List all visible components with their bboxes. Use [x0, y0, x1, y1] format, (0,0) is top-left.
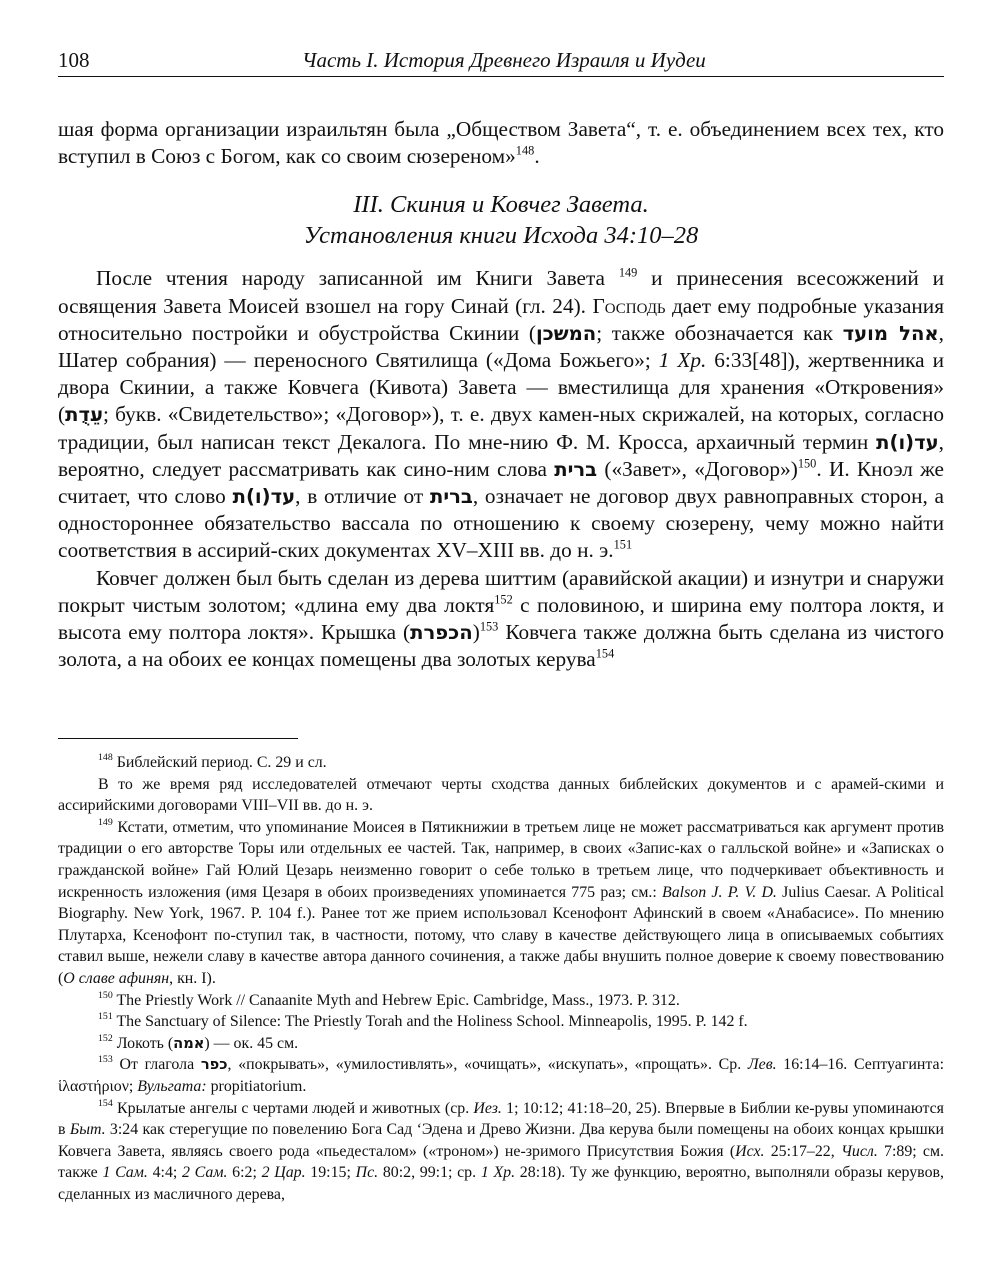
hebrew-term: אמה — [173, 1034, 205, 1052]
hebrew-term: המשכן — [535, 321, 597, 345]
bible-ref: 1 Хр. — [658, 348, 707, 373]
hebrew-term: הכפרת — [410, 621, 473, 645]
hebrew-term: עד(ו)ת — [232, 485, 296, 509]
paragraph: После чтения народу записанной им Книги Завета $^{149}$ и принесения всесожжений и освящения Завета Моисей взошел на гору Синай (гл. 24). Господь дает ему подробные указания относительно постройки и обустройства Скинии (המשכן; также обозначается как אהל מועד, Шатер собрания) — переносного Святилища («Дома Божьего»; 1 Хр. 6:33[48]), жертвенника и двора Скинии, а также Ковчега (Кивота) Завета — вместилища для хранения «Откровения» (עֵדֻת; букв. «Свидетельство»; «Договор»), т. е. двух камен-ных скрижалей, на которых, согласно традиции, был написан текст Декалога. По мне-нию Ф. М. Кросса, архаичный термин עד(ו)ת, вероятно, следует рассматривать как сино-ним слова ברית («Завет», «Договор»)$^{150}$. И. Кноэл же считает, что слово עד(ו)ת, в отличие от ברית, означает не договор двух равноправных сторон, а одностороннее обязательство вассала по отношению к своему сюзерену, чему можно найти соответствия в ассирий-ских документах XV–XIII вв. до н. э.$^{151}$ — [58, 265, 945, 563]
section-heading — [58, 189, 944, 251]
footnote-148-continuation: В то же время ряд исследователей отмечают черты сходства данных библейских документов и с арамей-скими и ассирийскими договорами VIII–VII вв. до н. э. — [58, 775, 944, 815]
footnote-ref[interactable]: 148 — [515, 143, 535, 158]
hebrew-term: ברית — [429, 485, 473, 509]
hebrew-term: כפר — [200, 1056, 228, 1074]
footnotes — [58, 752, 944, 1205]
footnote-150: $^{150}$ The Priestly Work // Canaanite Myth and Hebrew Epic. Cambridge, Mass., 1973. P. 312. — [98, 989, 680, 1009]
footnote-ref[interactable]: 152 — [494, 592, 513, 607]
footnote-153: $^{153}$ От глагола כפר, «покрывать», «умилостивлять», «очищать», «искупать», «прощать». Ср. Лев. 16:14–16. Септуагинта: ἱλαστήριον; Вульгата: propitiatorium. — [58, 1054, 944, 1095]
footnote-ref[interactable]: 151 — [613, 537, 633, 552]
footnote-149: $^{149}$ Кстати, отметим, что упоминание Моисея в Пятикнижии в третьем лице не может рассматриваться как аргумент против традиции о его авторстве Торы или отдельных ее частей. Так, например, в своих «Запис-ках о галльской войне» и «Записках о гражданской войне» Гай Юлий Цезарь неизменно говорит о себе только в третьем лице, что подчеркивает объективность и искренность изложения (имя Цезаря в обоих произведениях упоминается 775 раз; см.: Balson J. P. V. D. Julius Caesar. A Political Biography. New York, 1967. P. 104 f.). Ранее тот же прием использовал Ксенофонт Афинский в своем «Анабасисе». По мнению Плутарха, Ксенофонт по-ступил так, в частности, потому, что славу в качестве действующего лица в описываемых событиях ставил выше, нежели славу в качестве автора данного сочинения, а также дабы внушить полное доверие к своему повествованию (О славе афинян, кн. I). — [58, 816, 945, 987]
paragraph-continued: шая форма организации израильтян была „Обществом Завета“, т. е. объединением всех тех, кто вступил в Союз с Богом, как со своим сюзереном»$^{148}$. — [58, 117, 944, 169]
hebrew-term: עד(ו)ת — [876, 430, 939, 454]
main-text — [58, 116, 944, 673]
paragraph: Ковчег должен был быть сделан из дерева шиттим (аравийской акации) и изнутри и снаружи покрыт чистым золотом; «длина ему два локтя$^{152}$ с половиною, и ширина ему полтора локтя, и высота ему полтора локтя». Крышка (הכפרת)$^{153}$ Ковчега также должна быть сделана из чистого золота, а на обоих ее концах помещены два золотых керува$^{154}$ — [58, 565, 944, 672]
footnote-ref[interactable]: 149 — [618, 265, 638, 280]
footnote-151: $^{151}$ The Sanctuary of Silence: The Priestly Torah and the Holiness School. Minneapolis, 1995. P. 142 f. — [98, 1011, 748, 1031]
footnote-ref[interactable]: 154 — [595, 646, 615, 661]
footnote-ref[interactable]: 153 — [479, 619, 499, 634]
hebrew-term: עֵדֻת — [65, 403, 103, 427]
footnote-148: $^{148}$ Библейский период. С. 29 и сл. — [98, 752, 327, 771]
hebrew-term: אהל מועד — [842, 321, 939, 345]
running-header — [58, 44, 944, 77]
section-heading-line1: III. Скиния и Ковчег Завета. — [353, 191, 649, 219]
footnote-separator — [58, 738, 298, 739]
page-number: 108 — [58, 48, 90, 72]
footnote-ref[interactable]: 150 — [797, 456, 817, 471]
footnote-152: $^{152}$ Локоть (אמה) — ок. 45 см. — [98, 1032, 299, 1052]
footnote-154: $^{154}$ Крылатые ангелы с чертами людей и животных (ср. Иез. 1; 10:12; 41:18–20, 25). Впервые в Библии ке-рувы упоминаются в Быт. 3:24 как стерегущие по повелению Бога Сад ‘Эдена и Древо Жизни. Два керува были помещены на обоих концах крышки Ковчега Завета, являясь своего рода «пьедесталом» («троном») не-зримого Присутствия Божия (Исх. 25:17–22, Числ. 7:89; см. также 1 Сам. 4:4; 2 Сам. 6:2; 2 Цар. 19:15; Пс. 80:2, 99:1; ср. 1 Хр. 28:18). Ту же функцию, вероятно, выполняли образы керувов, сделанных из масличного дерева, — [58, 1097, 944, 1203]
section-heading-line2: Установления книги Исхода 34:10–28 — [303, 222, 699, 250]
hebrew-term: ברית — [554, 457, 598, 481]
running-title: Часть I. История Древнего Израиля и Иудеи — [302, 48, 706, 72]
